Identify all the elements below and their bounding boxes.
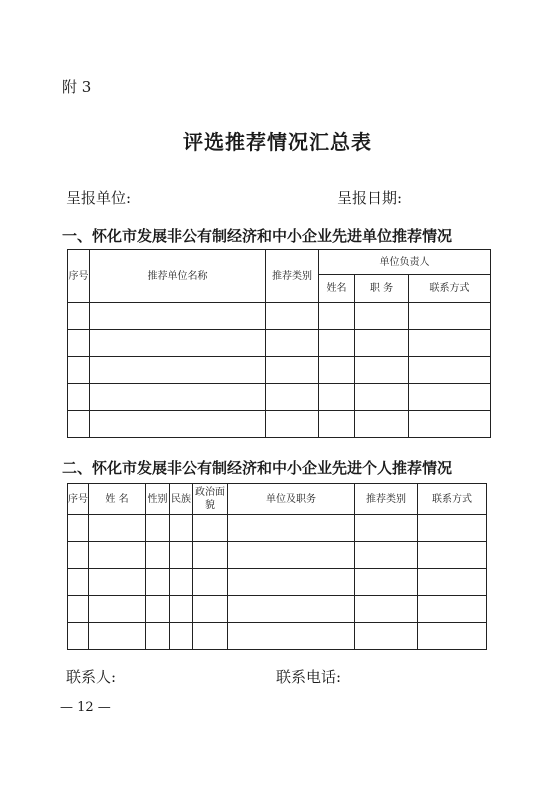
attachment-label: 附 3 <box>62 78 92 96</box>
table-row <box>68 303 491 330</box>
section1-heading: 一、怀化市发展非公有制经济和中小企业先进单位推荐情况 <box>62 227 453 245</box>
contact-person-label: 联系人: <box>66 668 117 686</box>
table-row <box>68 357 491 384</box>
table-row <box>68 569 487 596</box>
table-row <box>68 542 487 569</box>
col-unit-name-header: 推荐单位名称 <box>90 250 266 303</box>
col-leader-name-header: 姓名 <box>319 275 355 303</box>
col-gender-header: 性别 <box>146 484 170 515</box>
col-position-header: 职 务 <box>355 275 409 303</box>
advanced-units-table <box>67 249 491 438</box>
col-contact-header: 联系方式 <box>418 484 487 515</box>
table-row <box>68 384 491 411</box>
col-contact-header: 联系方式 <box>409 275 491 303</box>
contact-phone-label: 联系电话: <box>276 668 342 686</box>
col-seq-header: 序号 <box>68 484 89 515</box>
col-ethnicity-header: 民族 <box>170 484 193 515</box>
page-title: 评选推荐情况汇总表 <box>183 130 372 154</box>
page-number: — 12 — <box>60 700 111 715</box>
col-leader-group-header: 单位负责人 <box>319 250 491 275</box>
table-row <box>68 623 487 650</box>
col-unit-position-header: 单位及职务 <box>228 484 355 515</box>
advanced-individuals-table <box>67 483 487 650</box>
submission-date-label: 呈报日期: <box>337 189 403 207</box>
table-row <box>68 596 487 623</box>
col-seq-header: 序号 <box>68 250 90 303</box>
submitting-unit-label: 呈报单位: <box>66 189 132 207</box>
col-category-header: 推荐类别 <box>266 250 319 303</box>
table-row <box>68 330 491 357</box>
table-row <box>68 411 491 438</box>
section2-heading: 二、怀化市发展非公有制经济和中小企业先进个人推荐情况 <box>62 459 453 477</box>
col-category-header: 推荐类别 <box>355 484 418 515</box>
table-row <box>68 515 487 542</box>
col-name-header: 姓 名 <box>89 484 146 515</box>
col-political-header: 政治面貌 <box>193 484 228 515</box>
